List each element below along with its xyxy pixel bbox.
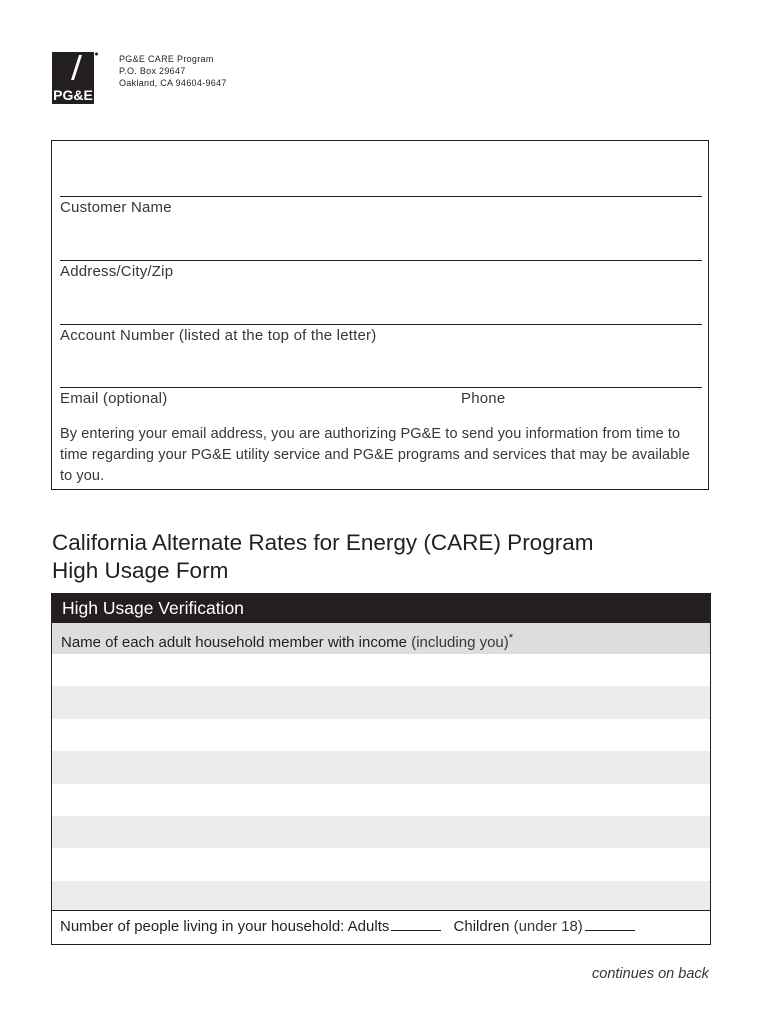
customer-name-field[interactable] [60,196,702,197]
email-authorization-notice: By entering your email address, you are authorizing PG&E to send you information from time to time regarding your PG&E utility service and PG&E programs and services that may be available to you. [60,426,690,484]
member-row[interactable] [52,751,710,783]
sender-line-program: PG&E CARE Program [119,54,214,64]
address-field[interactable] [60,260,702,261]
pge-logo [52,52,98,104]
household-count-row [52,910,710,944]
email-phone-field[interactable] [60,387,702,388]
member-row[interactable] [52,784,710,816]
high-usage-verification-table [51,593,711,945]
sender-line-pobox: P.O. Box 29647 [119,66,186,76]
member-row[interactable] [52,816,710,848]
member-row[interactable] [52,848,710,880]
customer-name-label: Customer Name [60,199,172,216]
sender-line-city: Oakland, CA 94604-9647 [119,78,227,88]
customer-info-box [51,140,709,490]
logo-text: PG&E [53,87,93,103]
adults-count-field[interactable] [391,918,441,931]
email-label: Email (optional) [60,390,168,407]
children-count-field[interactable] [585,918,635,931]
address-label: Address/City/Zip [60,263,174,280]
sender-address [119,53,227,89]
footnote-mark: * [508,632,514,644]
form-title [52,529,593,585]
account-number-field[interactable] [60,324,702,325]
form-title-line2: High Usage Form [52,558,229,583]
continues-on-back: continues on back [592,966,709,982]
account-number-label: Account Number (listed at the top of the letter) [60,327,377,344]
column-label-bold: Name of each adult household member with income [61,634,408,651]
member-row[interactable] [52,686,710,718]
member-row[interactable] [52,654,710,686]
section-title: High Usage Verification [52,594,710,623]
children-label: Children [453,918,510,935]
member-row[interactable] [52,719,710,751]
children-note: (under 18) [513,918,583,935]
member-row[interactable] [52,881,710,913]
column-header [52,623,710,654]
column-label-note: (including you) [411,634,509,651]
form-title-line1: California Alternate Rates for Energy (CARE) Program [52,530,594,555]
phone-label: Phone [461,390,506,407]
adults-label: Number of people living in your household: Adults [60,918,390,935]
